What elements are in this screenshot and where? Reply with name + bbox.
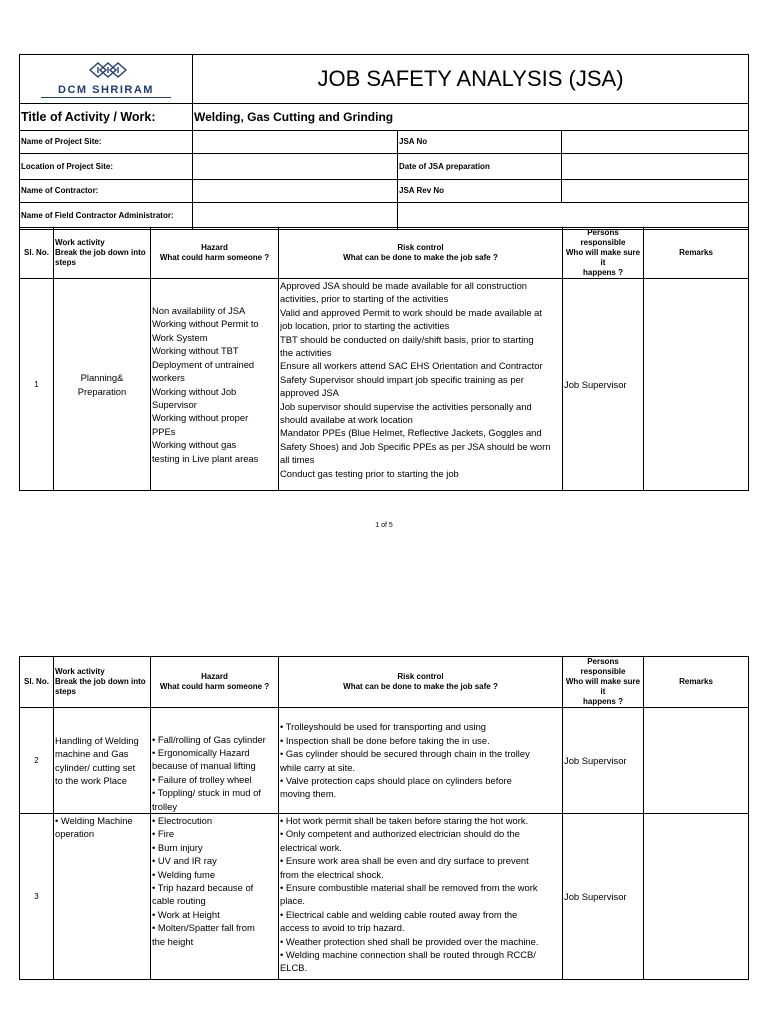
- page-number: 1 of 5: [375, 522, 393, 529]
- admin-extra: [398, 203, 749, 230]
- jsa-rev-label: JSA Rev No: [398, 180, 562, 203]
- col-sl: Sl. No.: [20, 228, 54, 279]
- table-row: [20, 279, 749, 491]
- col-risk-control: Risk control What can be done to make the job safe ?: [279, 657, 563, 708]
- jsa-table-page-1: [19, 227, 749, 491]
- col-responsible: Persons responsible Who will make sure it happens ?: [563, 228, 644, 279]
- company-logo: [20, 55, 193, 104]
- admin-label: Name of Field Contractor Administrator:: [20, 203, 193, 230]
- table-header-row: [20, 657, 749, 708]
- row-work: Handling of Welding machine and Gas cylinder/ cutting set to the work Place: [54, 708, 151, 814]
- jsa-no-value[interactable]: [562, 131, 749, 154]
- row-work: Planning& Preparation: [54, 279, 151, 491]
- location-label: Location of Project Site:: [20, 154, 193, 180]
- row-risk: • Hot work permit shall be taken before staring the hot work. • Only competent and authorized electrician should do the electrical work. • Ensure work area shall be even and dry surface to prevent from the electrical shock. • Ensure combustible material shall be removed from the work place. • Electrical cable and welding cable routed away from the access to avoid to trip hazard. • Weather protection shed shall be provided over the machine. • Welding machine connection shall be routed through RCCB/ ELCB.: [279, 814, 563, 980]
- col-work-activity: Work activity Break the job down into steps: [54, 657, 151, 708]
- row-sl: 3: [20, 814, 54, 980]
- col-hazard: Hazard What could harm someone ?: [151, 657, 279, 708]
- col-remarks: Remarks: [644, 228, 749, 279]
- dcm-logo-icon: [84, 61, 128, 79]
- col-sl: Sl. No.: [20, 657, 54, 708]
- row-remarks: [644, 708, 749, 814]
- col-responsible: Persons responsible Who will make sure it happens ?: [563, 657, 644, 708]
- row-hazard: • Fall/rolling of Gas cylinder • Ergonomically Hazard because of manual lifting • Failure of trolley wheel • Toppling/ stuck in mud of trolley: [151, 708, 279, 814]
- col-remarks: Remarks: [644, 657, 749, 708]
- contractor-value[interactable]: [193, 180, 398, 203]
- jsa-no-label: JSA No: [398, 131, 562, 154]
- contractor-label: Name of Contractor:: [20, 180, 193, 203]
- col-risk-control: Risk control What can be done to make the job safe ?: [279, 228, 563, 279]
- activity-value: Welding, Gas Cutting and Grinding: [193, 104, 749, 131]
- col-work-activity: Work activity Break the job down into steps: [54, 228, 151, 279]
- row-work: • Welding Machine operation: [54, 814, 151, 980]
- row-sl: 2: [20, 708, 54, 814]
- row-sl: 1: [20, 279, 54, 491]
- project-site-value[interactable]: [193, 131, 398, 154]
- row-responsible: Job Supervisor: [563, 814, 644, 980]
- jsa-date-label: Date of JSA preparation: [398, 154, 562, 180]
- row-risk: Approved JSA should be made available for all construction activities, prior to starting of the activities Valid and approved Permit to work should be made available at job location, prior to starting the activities TBT should be conducted on daily/shift basis, prior to starting the activities Ensure all workers attend SAC EHS Orientation and Contractor Safety Supervisor should impart job specific training as per approved JSA Job supervisor should supervise the activities personally and should availabe at work location Mandator PPEs (Blue Helmet, Reflective Jackets, Goggles and Safety Shoes) and Job Specific PPEs as per JSA should be worn all times Conduct gas testing prior to starting the job: [279, 279, 563, 491]
- admin-value[interactable]: [193, 203, 398, 230]
- jsa-rev-value[interactable]: [562, 180, 749, 203]
- project-site-label: Name of Project Site:: [20, 131, 193, 154]
- document-title: JOB SAFETY ANALYSIS (JSA): [193, 55, 749, 104]
- row-responsible: Job Supervisor: [563, 708, 644, 814]
- company-name: DCM SHRIRAM: [58, 83, 154, 96]
- col-hazard: Hazard What could harm someone ?: [151, 228, 279, 279]
- row-hazard: Non availability of JSA Working without Permit to Work System Working without TBT Deployment of untrained workers Working without Job Supervisor Working without proper PPEs Working without gas testing in Live plant areas: [151, 279, 279, 491]
- row-remarks: [644, 814, 749, 980]
- jsa-date-value[interactable]: [562, 154, 749, 180]
- row-responsible: Job Supervisor: [563, 279, 644, 491]
- row-risk: • Trolleyshould be used for transporting and using • Inspection shall be done before taking the in use. • Gas cylinder should be secured through chain in the trolley while carry at site. • Valve protection caps should place on cylinders before moving them.: [279, 708, 563, 814]
- jsa-header-table: [19, 54, 749, 230]
- location-value[interactable]: [193, 154, 398, 180]
- activity-label: Title of Activity / Work:: [20, 104, 193, 131]
- jsa-table-page-2: [19, 656, 749, 980]
- table-header-row: [20, 228, 749, 279]
- row-remarks: [644, 279, 749, 491]
- table-row: [20, 814, 749, 980]
- table-row: [20, 708, 749, 814]
- row-hazard: • Electrocution • Fire • Burn injury • UV and IR ray • Welding fume • Trip hazard because of cable routing • Work at Height • Molten/Spatter fall from the height: [151, 814, 279, 980]
